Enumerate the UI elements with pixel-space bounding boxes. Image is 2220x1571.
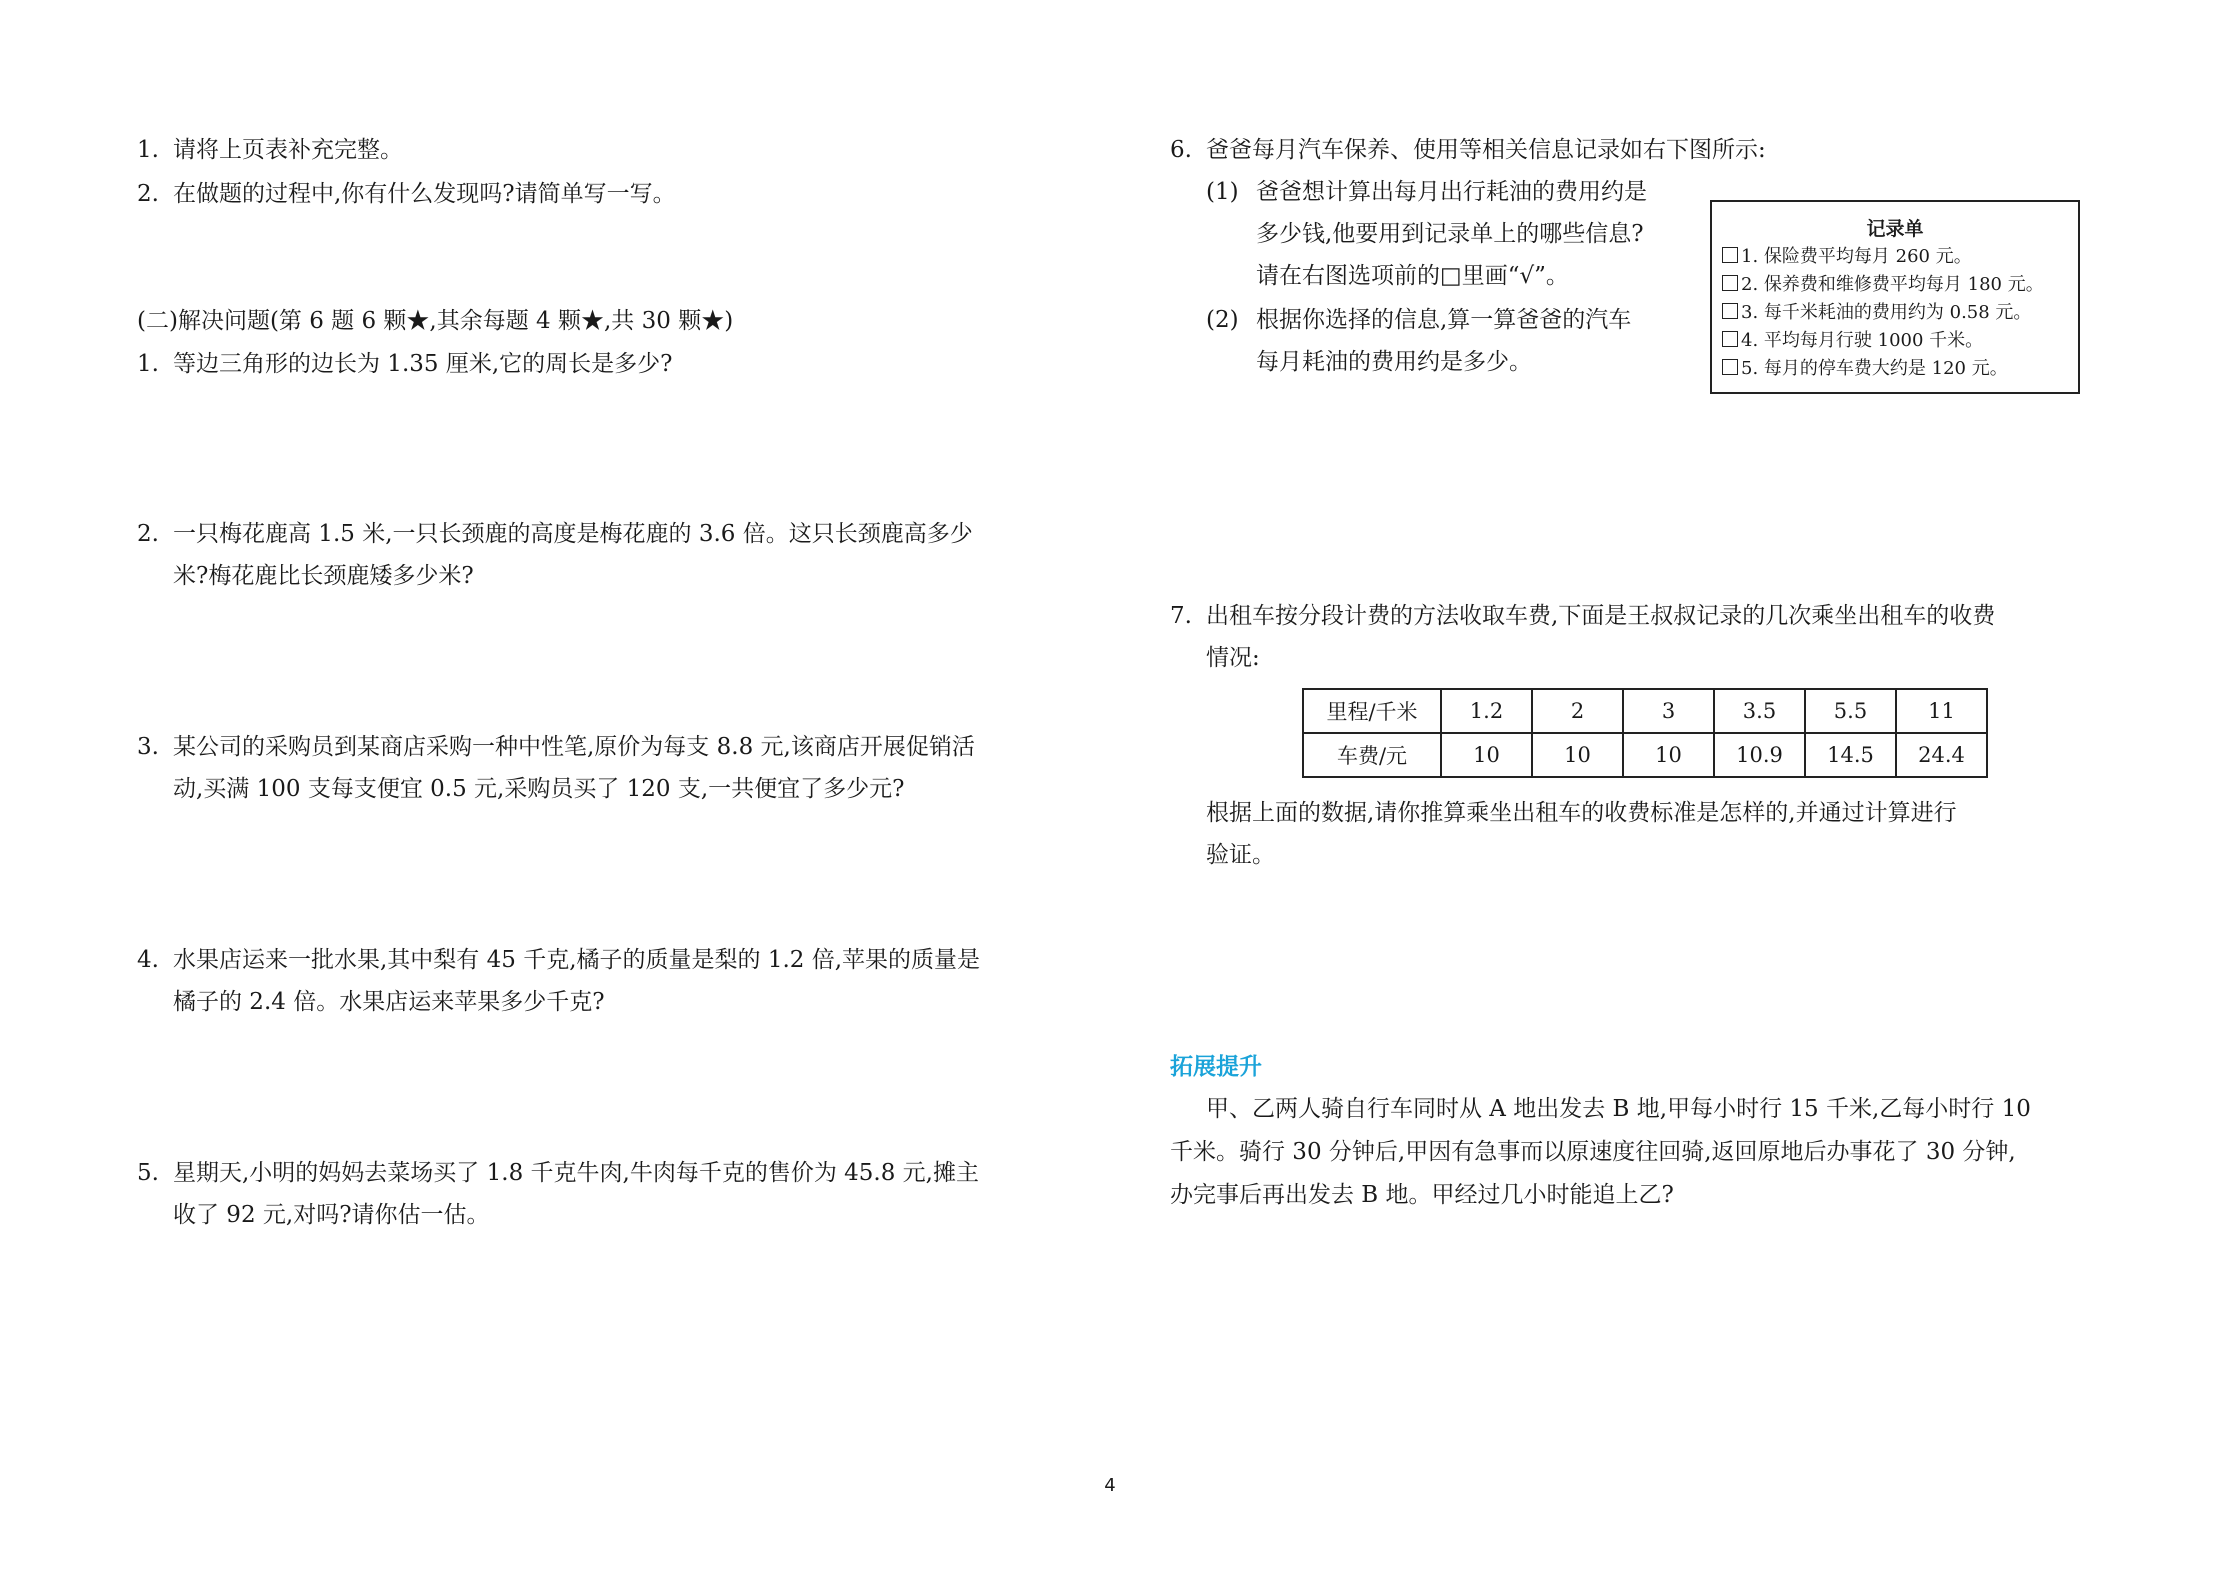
table-cell: 10.9 [1714,733,1805,777]
checkbox-icon[interactable] [1722,303,1738,319]
question-7-line-1: 7. 出租车按分段计费的方法收取车费,下面是王叔叔记录的几次乘坐出租车的收费 [1170,603,1996,629]
record-sheet [1710,200,2080,394]
table-cell: 10 [1532,733,1623,777]
record-item: 2. 保养费和维修费平均每月 180 元。 [1722,272,2044,298]
record-item: 1. 保险费平均每月 260 元。 [1722,244,1972,270]
question-7-after-line-2: 验证。 [1206,842,1275,868]
question-2-line-2: 米?梅花鹿比长颈鹿矮多少米? [173,563,474,589]
table-cell: 11 [1896,689,1987,733]
table-cell: 10 [1441,733,1532,777]
question-6-part-2-line-1: (2) 根据你选择的信息,算一算爸爸的汽车 [1206,307,1632,333]
table-header-cell: 车费/元 [1303,733,1441,777]
table-cell: 14.5 [1805,733,1896,777]
extension-line-1: 甲、乙两人骑自行车同时从 A 地出发去 B 地,甲每小时行 15 千米,乙每小时行 10 [1206,1096,2031,1122]
question-1: 1. 等边三角形的边长为 1.35 厘米,它的周长是多少? [137,351,673,377]
intro-item-1: 1. 请将上页表补充完整。 [137,137,403,163]
table-cell: 3 [1623,689,1714,733]
record-item: 4. 平均每月行驶 1000 千米。 [1722,328,1983,354]
fare-table [1302,688,1988,778]
checkbox-icon[interactable] [1722,247,1738,263]
question-4-line-2: 橘子的 2.4 倍。水果店运来苹果多少千克? [173,989,605,1015]
checkbox-icon[interactable] [1722,275,1738,291]
table-row [1303,689,1987,733]
table-row [1303,733,1987,777]
question-5-line-2: 收了 92 元,对吗?请你估一估。 [173,1202,490,1228]
table-header-cell: 里程/千米 [1303,689,1441,733]
record-sheet-title: 记录单 [1866,218,1924,240]
question-6-part-1-line-1: (1) 爸爸想计算出每月出行耗油的费用约是 [1206,179,1647,205]
question-6: 6. 爸爸每月汽车保养、使用等相关信息记录如右下图所示: [1170,137,1766,163]
intro-item-2: 2. 在做题的过程中,你有什么发现吗?请简单写一写。 [137,181,676,207]
question-4-line-1: 4. 水果店运来一批水果,其中梨有 45 千克,橘子的质量是梨的 1.2 倍,苹果的质量是 [137,947,981,973]
question-7-line-2: 情况: [1206,645,1260,671]
table-cell: 5.5 [1805,689,1896,733]
question-6-part-1-line-3: 请在右图选项前的□里画“√”。 [1256,263,1569,289]
question-2-line-1: 2. 一只梅花鹿高 1.5 米,一只长颈鹿的高度是梅花鹿的 3.6 倍。这只长颈鹿高多少 [137,521,973,547]
question-3-line-2: 动,买满 100 支每支便宜 0.5 元,采购员买了 120 支,一共便宜了多少元? [173,776,905,802]
extension-title: 拓展提升 [1170,1054,1262,1080]
table-cell: 1.2 [1441,689,1532,733]
section-header: (二)解决问题(第 6 题 6 颗★,其余每题 4 颗★,共 30 颗★) [137,308,734,334]
extension-line-2: 千米。骑行 30 分钟后,甲因有急事而以原速度往回骑,返回原地后办事花了 30 分钟, [1170,1139,2016,1165]
question-7-after-line-1: 根据上面的数据,请你推算乘坐出租车的收费标准是怎样的,并通过计算进行 [1206,800,1957,826]
page-number: 4 [1104,1475,1116,1496]
record-item: 5. 每月的停车费大约是 120 元。 [1722,356,2008,382]
table-cell: 3.5 [1714,689,1805,733]
table-cell: 10 [1623,733,1714,777]
table-cell: 24.4 [1896,733,1987,777]
record-item: 3. 每千米耗油的费用约为 0.58 元。 [1722,300,2031,326]
checkbox-icon[interactable] [1722,331,1738,347]
question-6-part-1-line-2: 多少钱,他要用到记录单上的哪些信息? [1256,221,1644,247]
checkbox-icon[interactable] [1722,359,1738,375]
question-6-part-2-line-2: 每月耗油的费用约是多少。 [1256,349,1532,375]
extension-line-3: 办完事后再出发去 B 地。甲经过几小时能追上乙? [1170,1182,1674,1208]
table-cell: 2 [1532,689,1623,733]
question-3-line-1: 3. 某公司的采购员到某商店采购一种中性笔,原价为每支 8.8 元,该商店开展促销活 [137,734,975,760]
question-5-line-1: 5. 星期天,小明的妈妈去菜场买了 1.8 千克牛肉,牛肉每千克的售价为 45.8 元,摊主 [137,1160,979,1186]
